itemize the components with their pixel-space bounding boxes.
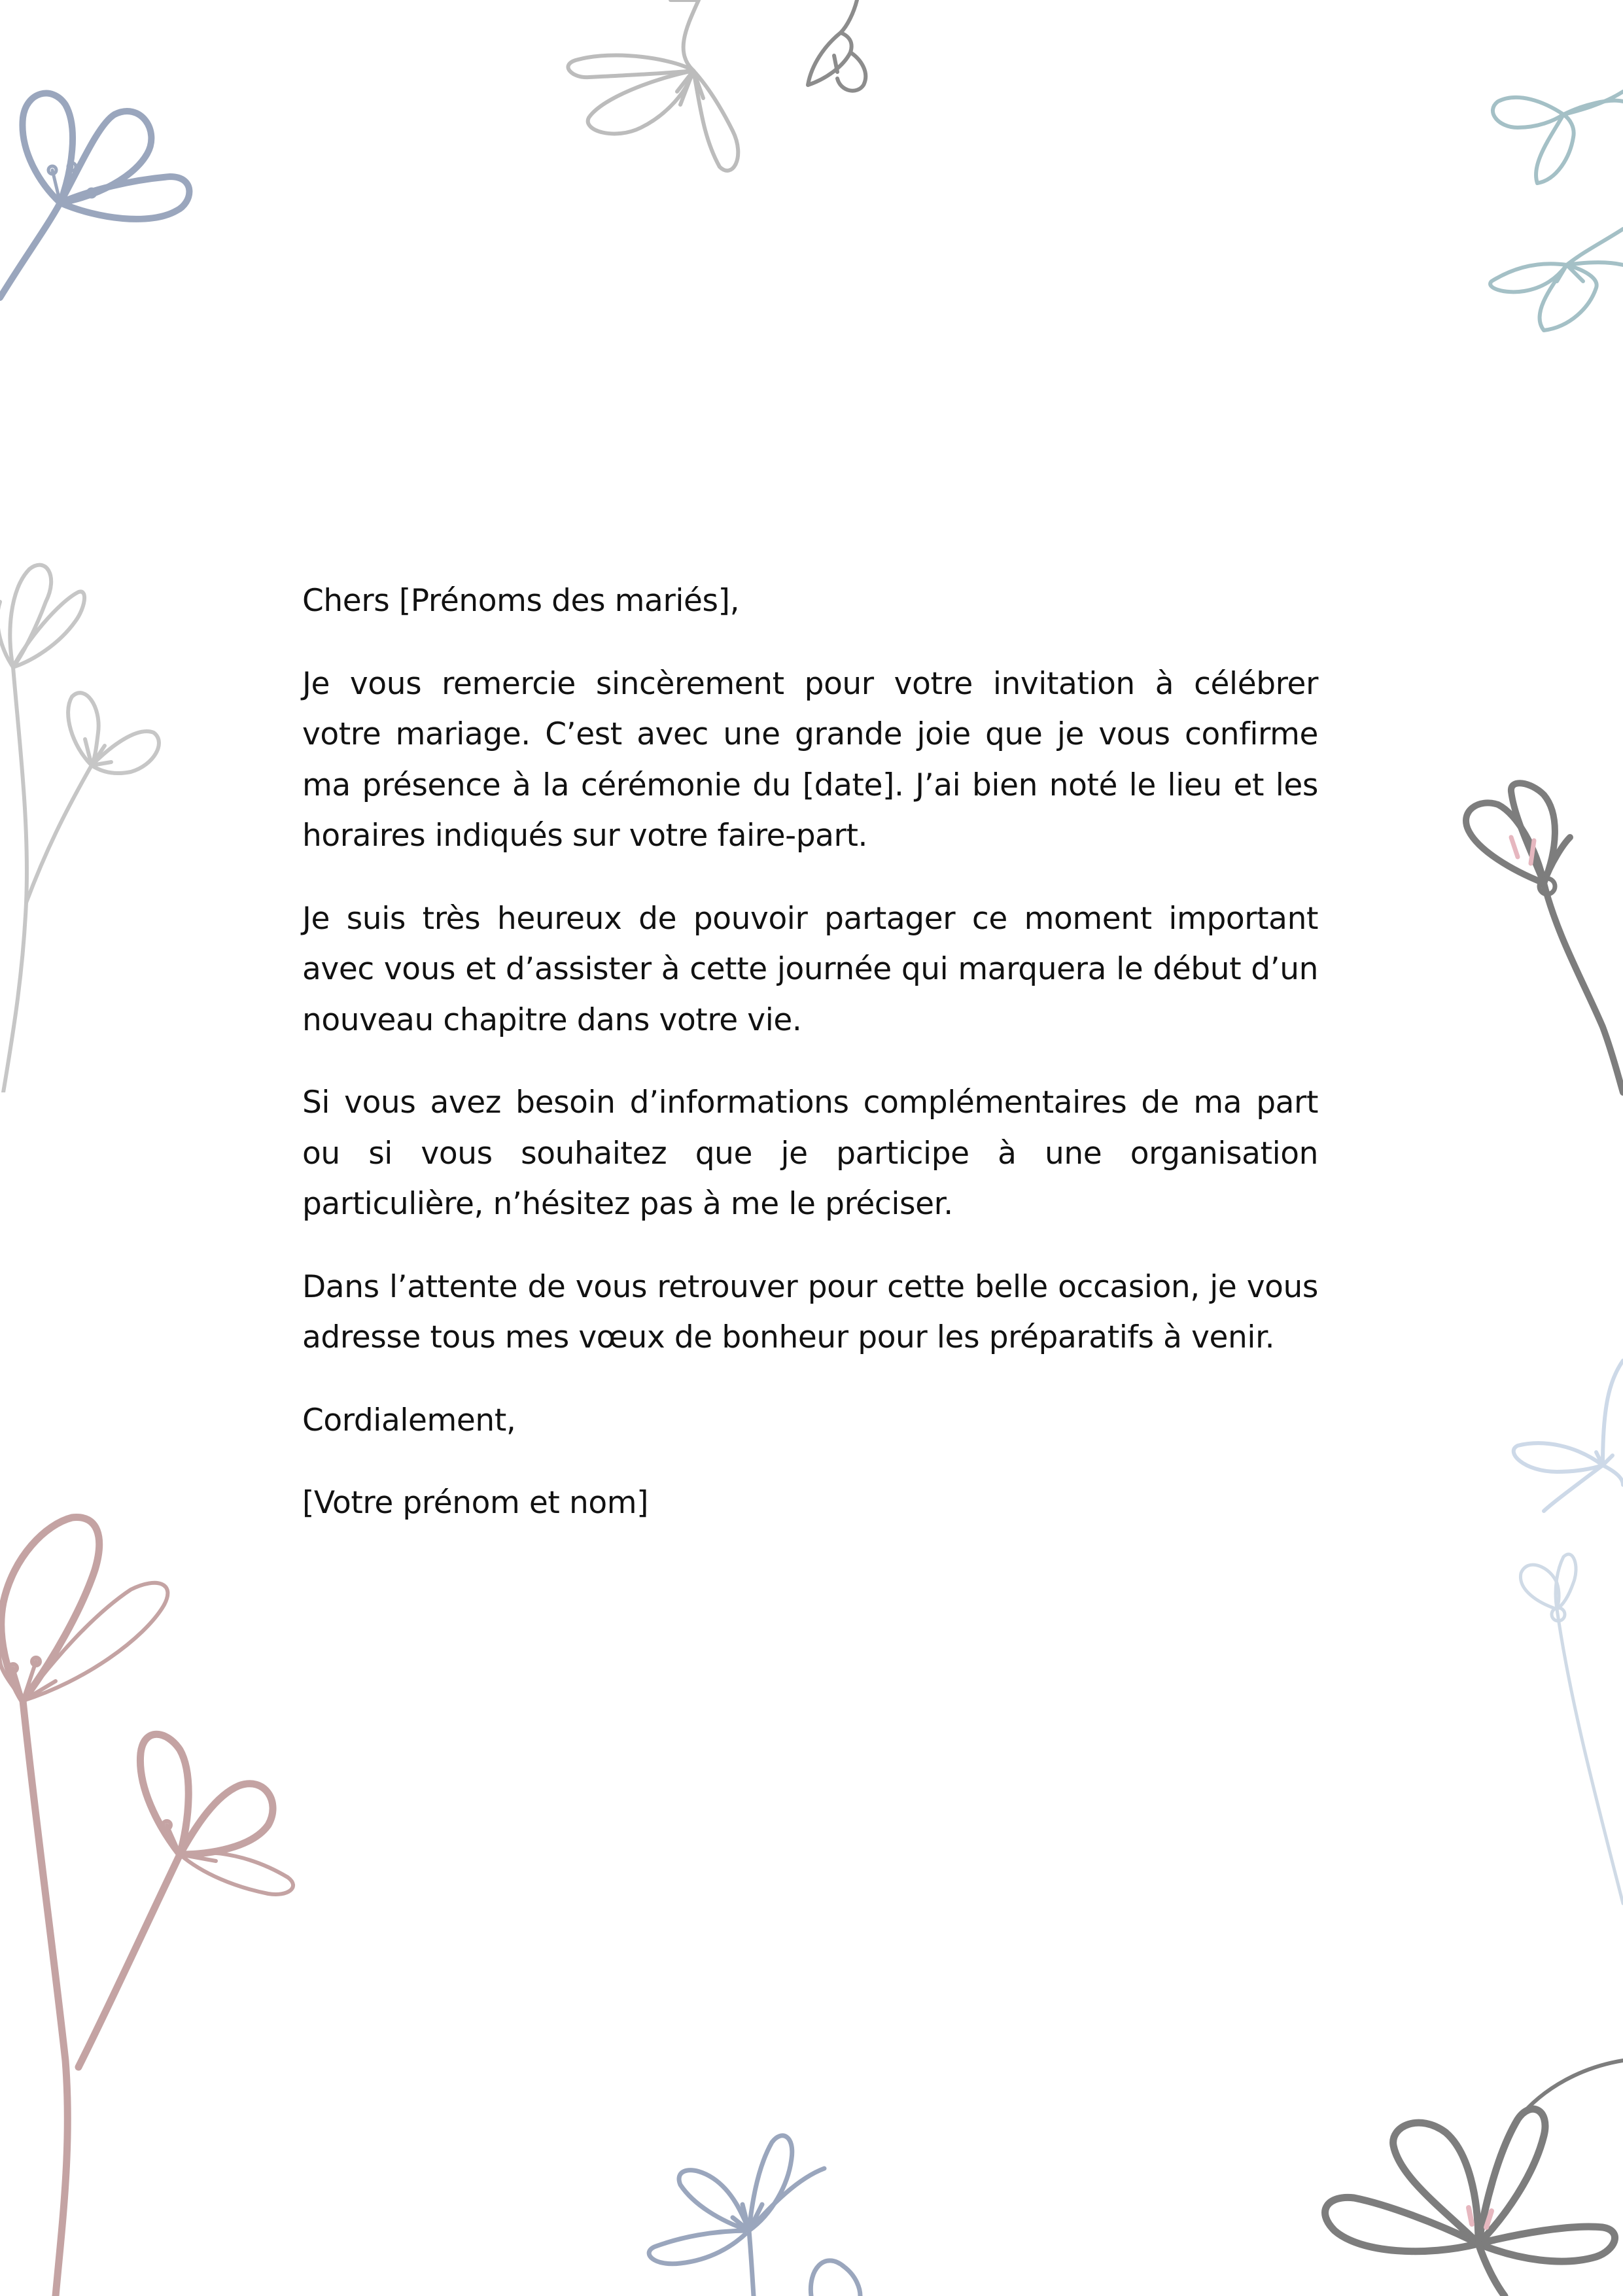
flower-icon: [641, 2106, 903, 2296]
flower-icon: [1315, 2028, 1623, 2296]
flower-icon: [1452, 765, 1623, 1105]
flower-icon: [1478, 65, 1623, 353]
paragraph-best-wishes: Dans l’attente de vous retrouver pour cette belle occasion, je vous adresse tous mes vœux de bonheur pour les préparatifs à venir.: [302, 1268, 1318, 1355]
flower-icon: [1505, 1348, 1623, 1518]
flower-icon: [563, 0, 746, 183]
paragraph-happiness: Je suis très heureux de pouvoir partager ce moment important avec vous et d’assister à cette journée qui marquera le début d’un nouveau chapitre dans votre vie.: [302, 900, 1318, 1038]
paragraph-additional-info: Si vous avez besoin d’informations complémentaires de ma part ou si vous souhaitez que je participe à une organisation particulière, n’hésitez pas à me le préciser.: [302, 1085, 1318, 1222]
closing: Cordialement,: [302, 1402, 516, 1438]
flower-icon: [798, 0, 877, 98]
signature: [Votre prénom et nom]: [302, 1485, 649, 1521]
letter-body: [302, 576, 1318, 1561]
salutation: Chers [Prénoms des mariés],: [302, 583, 740, 619]
flower-icon: [0, 1485, 314, 2296]
paragraph-invitation-thanks: Je vous remercie sincèrement pour votre invitation à célébrer votre mariage. C’est avec une grande joie que je vous confirme ma présence à la cérémonie du [date]. J’ai bien noté le lieu et les horaires indiqués sur votre faire-part.: [302, 665, 1318, 854]
flower-icon: [0, 549, 177, 1092]
flower-icon: [1498, 1537, 1623, 1943]
flower-icon: [0, 39, 209, 314]
